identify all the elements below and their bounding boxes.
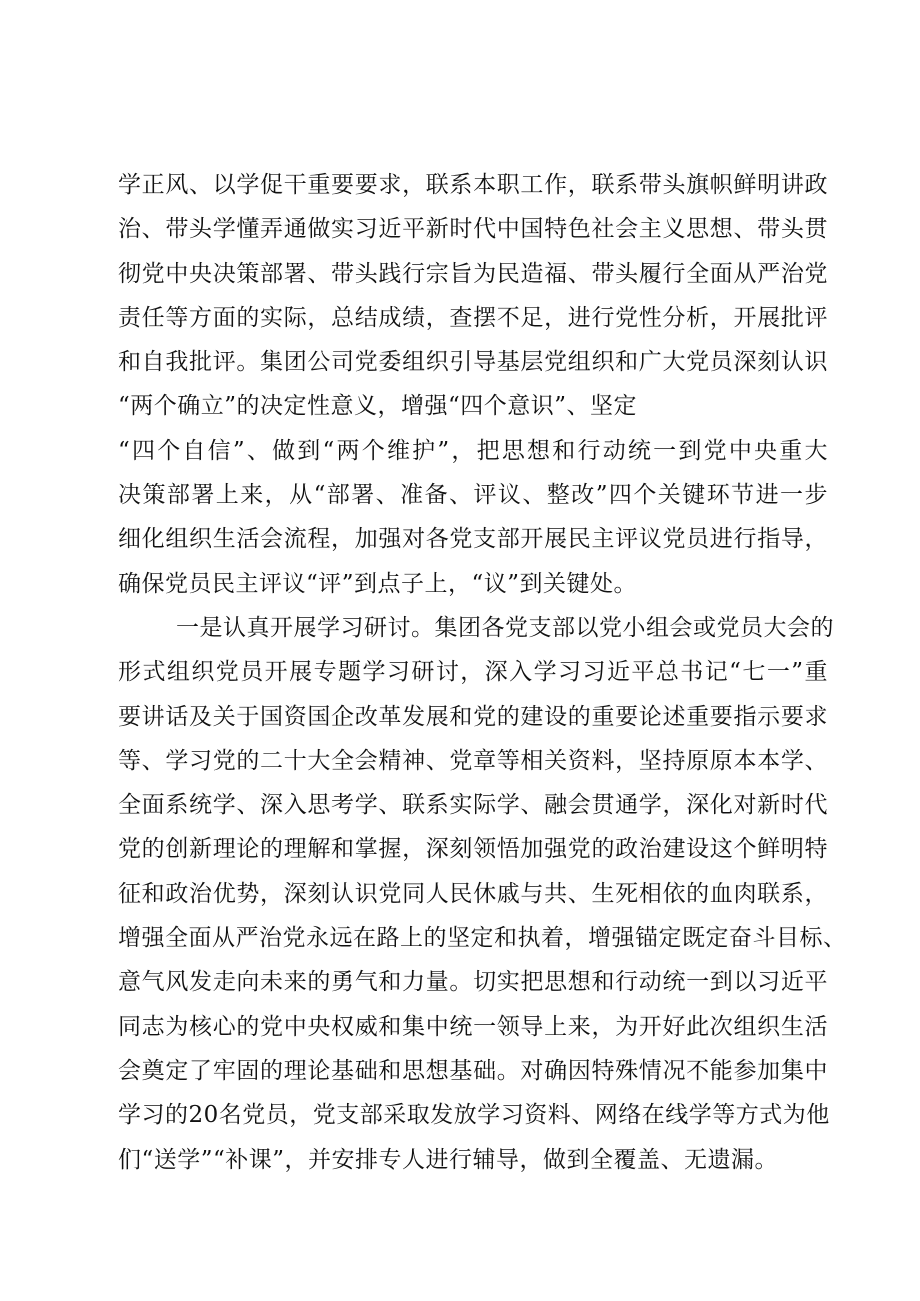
- text-line: 意气风发走向未来的勇气和力量。切实把思想和行动统一到以习近平: [118, 969, 828, 996]
- text-line: 决策部署上来，从“部署、准备、评议、整改”四个关键环节进一步: [118, 482, 828, 509]
- text-line: 形式组织党员开展专题学习研讨，深入学习习近平总书记“七一”重: [118, 659, 828, 686]
- text-line: “四个自信”、做到“两个维护”，把思想和行动统一到党中央重大: [118, 437, 828, 464]
- text-line: 同志为核心的党中央权威和集中统一领导上来，为开好此次组织生活: [118, 1013, 828, 1040]
- text-line: 增强全面从严治党永远在路上的坚定和执着，增强锚定既定奋斗目标、: [118, 925, 847, 952]
- text-line: 细化组织生活会流程，加强对各党支部开展民主评议党员进行指导，: [118, 526, 828, 553]
- text-line: 等、学习党的二十大全会精神、党章等相关资料，坚持原原本本学、: [118, 747, 828, 774]
- text-line: 会奠定了牢固的理论基础和思想基础。对确因特殊情况不能参加集中: [118, 1057, 828, 1084]
- text-line: 确保党员民主评议“评”到点子上，“议”到关键处。: [118, 570, 638, 597]
- text-line: 要讲话及关于国资国企改革发展和党的建设的重要论述重要指示要求: [118, 703, 828, 730]
- text-line: 和自我批评。集团公司党委组织引导基层党组织和广大党员深刻认识: [118, 349, 828, 376]
- text-line: 学正风、以学促干重要要求，联系本职工作，联系带头旗帜鲜明讲政: [118, 172, 828, 198]
- paragraph-organizational-life-meeting: [118, 163, 828, 606]
- paragraph-study-discussion: [118, 606, 847, 1182]
- text-line: 治、带头学懂弄通做实习近平新时代中国特色社会主义思想、带头贯: [118, 216, 828, 243]
- text-line: 彻党中央决策部署、带头践行宗旨为民造福、带头履行全面从严治党: [118, 260, 828, 287]
- text-line: 学习的20名党员，党支部采取发放学习资料、网络在线学等方式为他: [118, 1102, 830, 1129]
- text-line: “两个确立”的决定性意义，增强“四个意识”、坚定: [118, 393, 638, 420]
- text-line: 责任等方面的实际，总结成绩，查摆不足，进行党性分析，开展批评: [118, 304, 828, 331]
- text-line: 们“送学”“补课”，并安排专人进行辅导，做到全覆盖、无遗漏。: [118, 1146, 779, 1173]
- text-line: 全面系统学、深入思考学、联系实际学、融会贯通学，深化对新时代: [118, 792, 828, 819]
- text-line: 征和政治优势，深刻认识党同人民休戚与共、生死相依的血肉联系，: [118, 880, 828, 907]
- text-line: 党的创新理论的理解和掌握，深刻领悟加强党的政治建设这个鲜明特: [118, 836, 828, 863]
- text-line: 一是认真开展学习研讨。集团各党支部以党小组会或党员大会的: [176, 615, 834, 641]
